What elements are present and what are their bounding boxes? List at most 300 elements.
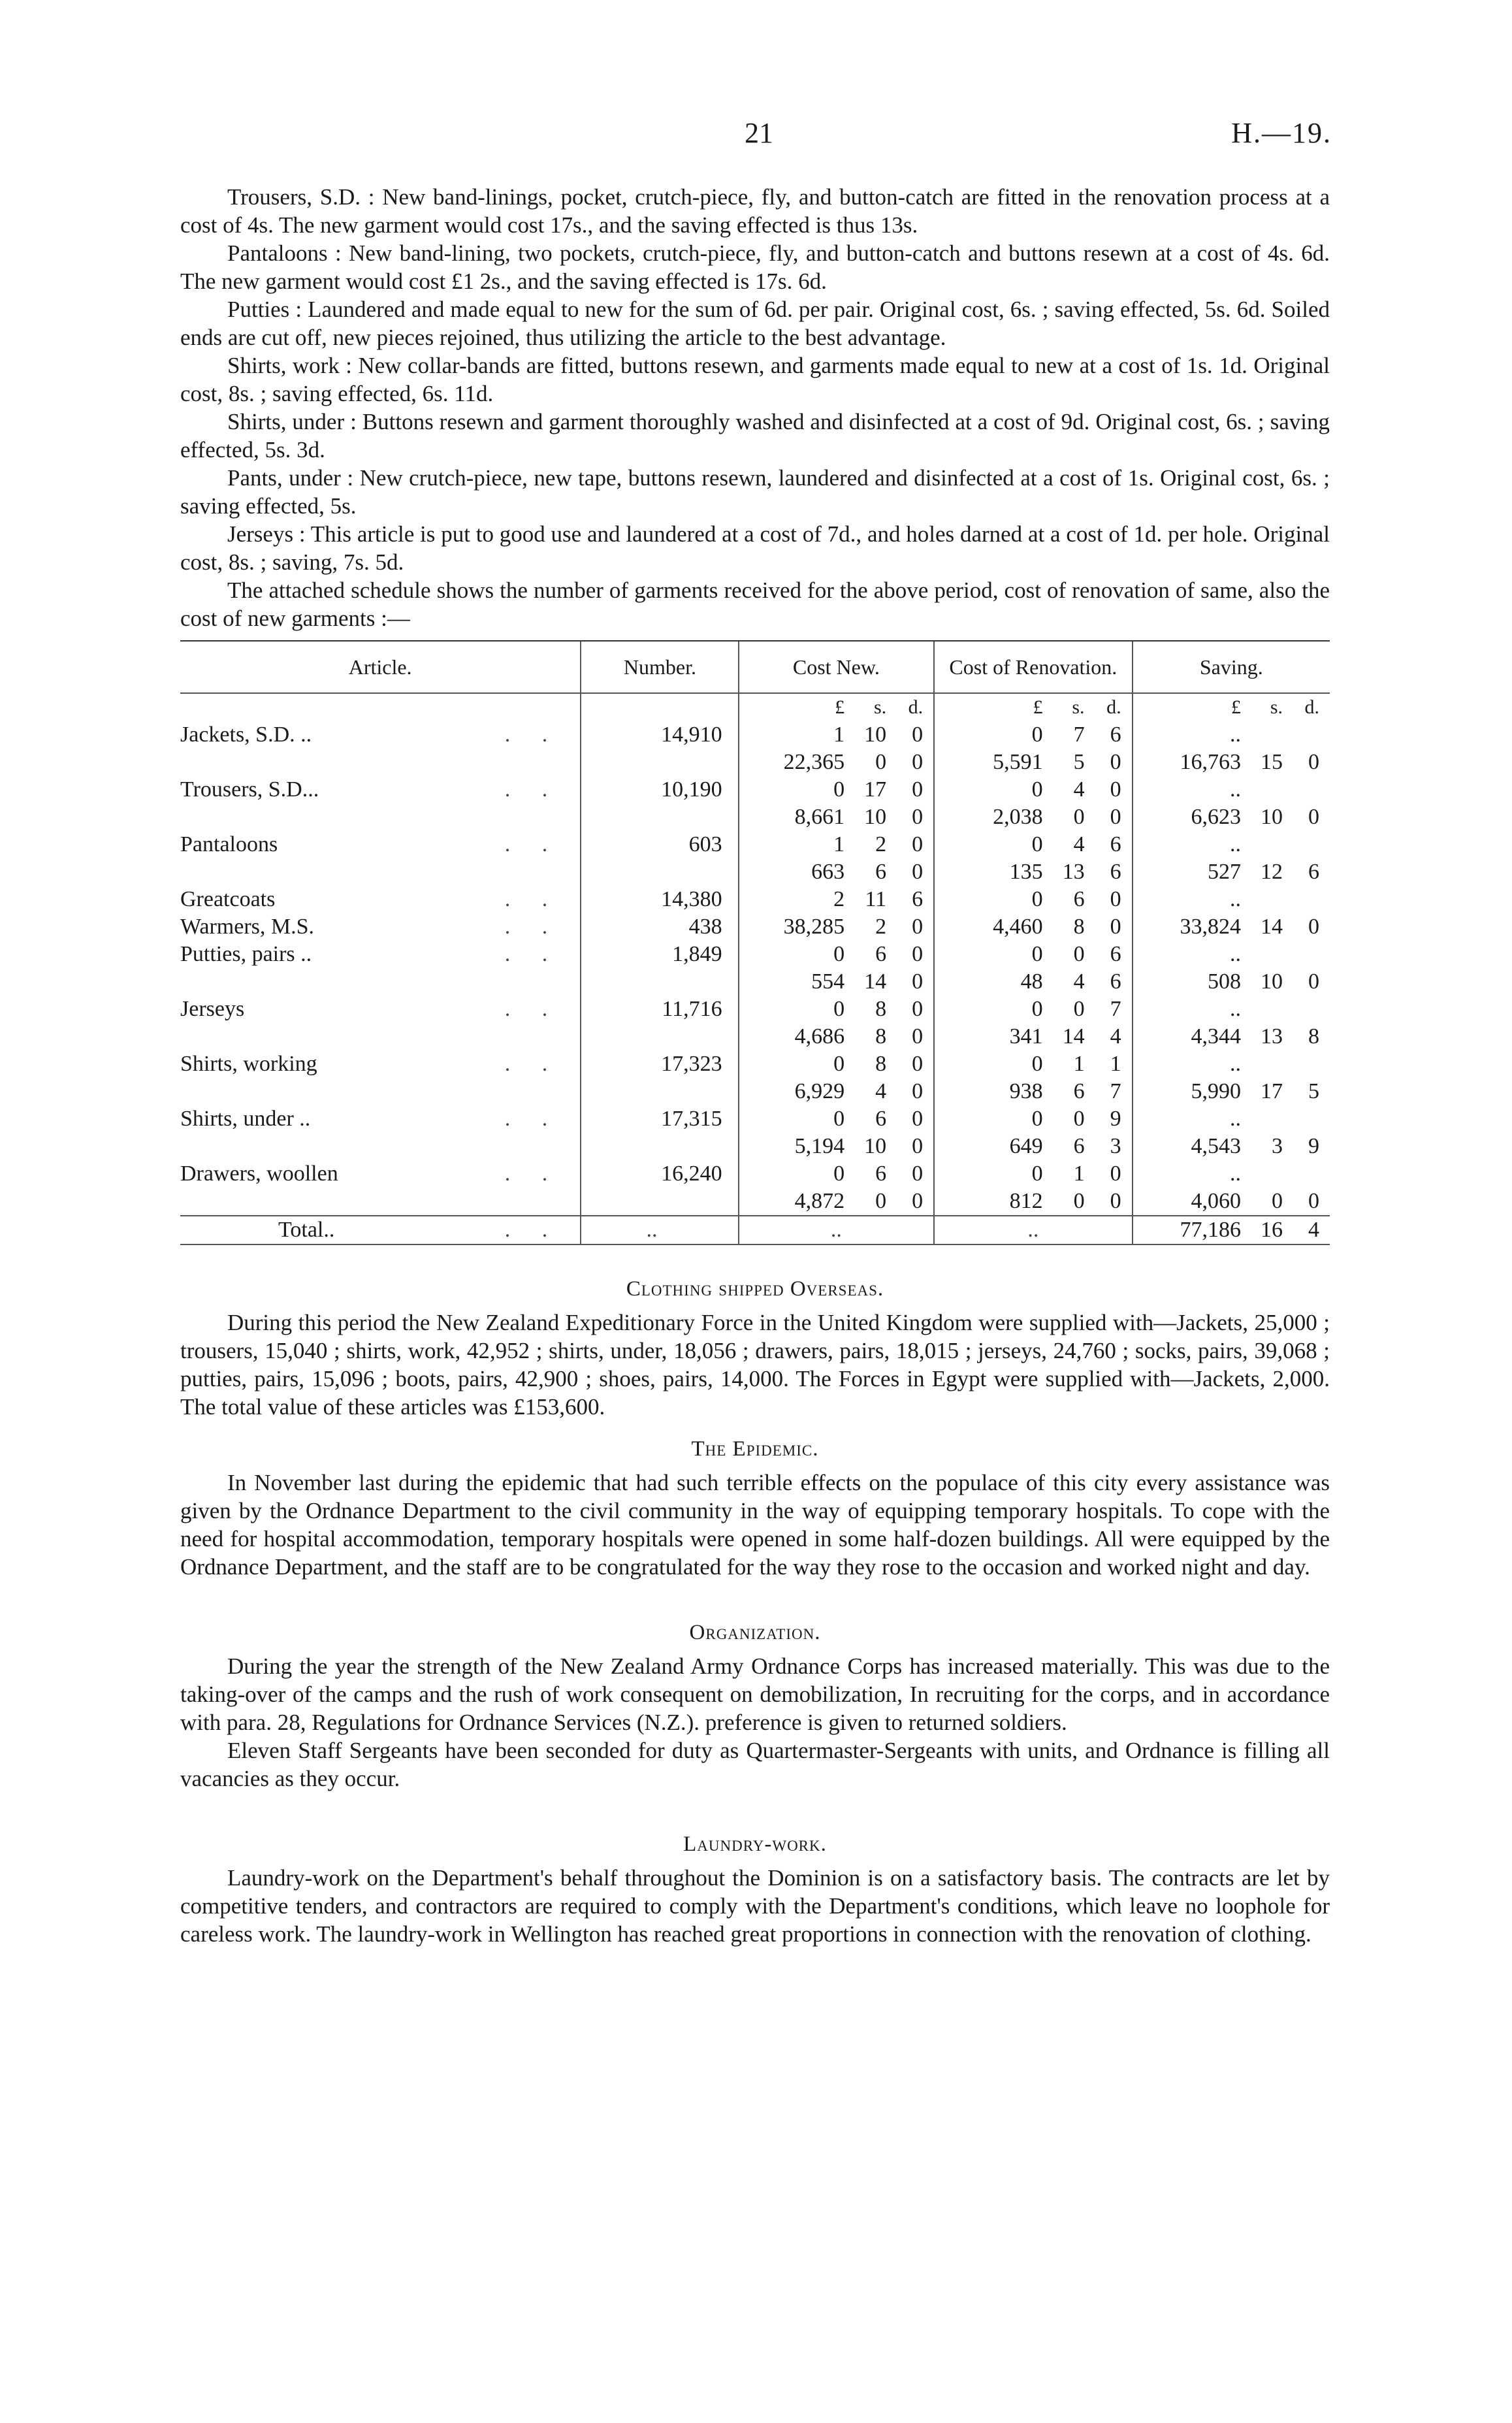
- cell-saving-s: 14: [1261, 915, 1283, 939]
- cell-saving-l: ..: [1230, 1052, 1241, 1076]
- cell-cost-new-value: [739, 858, 934, 886]
- cell-saving-s: [1241, 886, 1283, 913]
- article-name: Pantaloons: [180, 832, 278, 856]
- leader-dots: . .: [504, 942, 561, 966]
- cell-cost-new-d: 0: [912, 777, 924, 802]
- cell-cost-new-d: 0: [912, 1134, 924, 1158]
- cell-cost-renovation-l: 0: [1031, 832, 1043, 856]
- unit-d: d.: [908, 696, 924, 718]
- section-heading: Organization.: [689, 1621, 821, 1644]
- cell-saving-d: [1283, 721, 1319, 749]
- cell-cost-new: [739, 996, 935, 1023]
- cell-cost-renovation-value: [935, 913, 1131, 941]
- table-row: [180, 886, 1330, 913]
- item-lead: Shirts, under :: [227, 409, 357, 434]
- cell-cost-new-l: 1: [833, 723, 845, 747]
- leader-dots: . .: [504, 1052, 561, 1076]
- item-text: New crutch-piece, new tape, buttons resewn, laundered and disinfected at a cost of 1s. Original cost, 6s. ; saving effected, 5s.: [180, 465, 1330, 519]
- units-spacer: [180, 693, 581, 721]
- cell-saving-value: [1133, 1050, 1330, 1078]
- article-name: Putties, pairs ..: [180, 942, 312, 966]
- cell-article: [180, 1188, 581, 1216]
- cell-cost-new-l: 0: [833, 1107, 845, 1131]
- cell-cost-new-d: 0: [912, 1024, 924, 1049]
- cell-saving: [1133, 804, 1330, 831]
- intro-paragraph: [180, 520, 1330, 576]
- section-paragraph: During the year the strength of the New Zealand Army Ordnance Corps has increased materially. This was due to the taking-over of the camps and the rush of work consequent on demobilization, In recruiting for the corps, and in accordance with para. 28, Regulations for Ordnance Services (N.Z.). preference is given to returned soldiers.: [180, 1653, 1330, 1735]
- cell-saving-value: [1133, 886, 1330, 913]
- cell-saving-s: 10: [1261, 969, 1283, 994]
- cell-cost-new-d: 0: [912, 750, 924, 774]
- cell-cost-new-value: [739, 804, 934, 831]
- cell-number: [581, 858, 738, 886]
- cell-cost-renovation-l: 341: [1009, 1024, 1043, 1049]
- cell-number: 17,323: [581, 1050, 738, 1078]
- cell-saving: [1133, 1160, 1330, 1188]
- cell-saving-value: [1133, 721, 1330, 749]
- cell-article: [180, 1023, 581, 1050]
- cell-article: [180, 831, 581, 858]
- cell-cost-renovation-l: 938: [1009, 1079, 1043, 1103]
- header-cost-renovation: Cost of Renovation.: [934, 642, 1132, 693]
- cell-saving-s: 3: [1272, 1134, 1283, 1158]
- cell-cost-renovation-value: [935, 886, 1131, 913]
- cell-cost-renovation-value: [935, 996, 1131, 1023]
- cell-saving-value: [1133, 831, 1330, 858]
- cell-article: [180, 968, 581, 996]
- cell-cost-renovation-d: 0: [1110, 887, 1121, 911]
- leader-dots: . .: [504, 1107, 561, 1131]
- units-spacer: [581, 693, 738, 721]
- cell-saving: [1133, 1078, 1330, 1105]
- leader-dots: . .: [504, 915, 561, 939]
- cell-saving: [1133, 1105, 1330, 1133]
- total-label: Total..: [278, 1218, 335, 1242]
- units-money: [935, 694, 1131, 721]
- intro-paragraph: [180, 408, 1330, 464]
- header-saving: Saving.: [1133, 642, 1330, 693]
- cell-cost-new-value: [739, 886, 934, 913]
- cell-cost-renovation-value: [935, 721, 1131, 749]
- cell-number: 17,315: [581, 1105, 738, 1133]
- cell-saving-d: [1283, 941, 1319, 968]
- cell-cost-renovation-d: 3: [1110, 1134, 1121, 1158]
- cell-saving-s: [1241, 996, 1283, 1023]
- cell-article: [180, 1078, 581, 1105]
- cell-cost-renovation: [934, 1105, 1132, 1133]
- cell-cost-renovation-value: [935, 749, 1131, 776]
- cell-cost-renovation-s: 5: [1073, 750, 1085, 774]
- cell-cost-renovation-value: [935, 1188, 1131, 1215]
- cell-cost-new-value: [739, 941, 934, 968]
- cell-cost-renovation: [934, 831, 1132, 858]
- cell-cost-new-d: 0: [912, 723, 924, 747]
- item-text: Laundered and made equal to new for the sum of 6d. per pair. Original cost, 6s. ; saving effected, 5s. 6d. Soiled ends are cut off, new pieces rejoined, thus utilizing the article to the best advantage.: [180, 297, 1330, 350]
- table-row: [180, 776, 1330, 804]
- item-lead: Pants, under :: [227, 465, 354, 491]
- cell-cost-renovation-value: [935, 831, 1131, 858]
- section-heading: Clothing shipped Overseas.: [626, 1277, 884, 1301]
- cell-saving-s: [1241, 1160, 1283, 1188]
- cell-cost-new-s: 6: [875, 1107, 887, 1131]
- cell-cost-new: [739, 1050, 935, 1078]
- cell-saving-value: [1133, 913, 1330, 941]
- cell-cost-renovation-d: 0: [1110, 750, 1121, 774]
- leader-dots: . .: [504, 887, 561, 911]
- cell-article: [180, 886, 581, 913]
- cell-saving-s: 13: [1261, 1024, 1283, 1049]
- cell-cost-new-l: 0: [833, 942, 845, 966]
- cell-saving-s: 12: [1261, 860, 1283, 884]
- cell-saving: [1133, 1133, 1330, 1160]
- cell-saving: [1133, 858, 1330, 886]
- table-row: [180, 968, 1330, 996]
- cell-number: [581, 804, 738, 831]
- cell-number: [581, 1188, 738, 1216]
- cell-saving: [1133, 831, 1330, 858]
- cell-cost-renovation-s: 0: [1073, 942, 1085, 966]
- cell-cost-renovation: [934, 858, 1132, 886]
- cell-cost-new-s: 17: [864, 777, 887, 802]
- cell-number: [581, 968, 738, 996]
- cell-saving-d: [1283, 831, 1319, 858]
- cell-number: [581, 1023, 738, 1050]
- cell-saving-d: 0: [1308, 969, 1319, 994]
- header-number: Number.: [581, 642, 738, 693]
- cell-saving-value: [1133, 968, 1330, 996]
- table-row: [180, 1188, 1330, 1216]
- cell-cost-new-d: 0: [912, 860, 924, 884]
- cell-cost-new: [739, 968, 935, 996]
- section-paragraph: In November last during the epidemic that had such terrible effects on the populace of this city every assistance was given by the Ordnance Department to the civil community in the way of equipping temporary hospitals. To cope with the need for hospital accommodation, temporary hospitals were opened in some half-dozen buildings. All were equipped by the Ordnance Department, and the staff are to be congratulated for the way they rose to the occasion and worked night and day.: [180, 1470, 1330, 1580]
- cell-cost-new-l: 22,365: [783, 750, 845, 774]
- table-header-row: [180, 642, 1330, 693]
- cell-article: [180, 1105, 581, 1133]
- table-row: [180, 1160, 1330, 1188]
- cell-saving-d: [1283, 1160, 1319, 1188]
- cell-cost-new-value: [739, 1105, 934, 1133]
- cell-cost-new-l: 0: [833, 1052, 845, 1076]
- cell-cost-new-value: [739, 1078, 934, 1105]
- table-row: [180, 1133, 1330, 1160]
- cell-cost-new-d: 0: [912, 942, 924, 966]
- article-wrap: [180, 721, 580, 749]
- cell-cost-new: [739, 1188, 935, 1216]
- cell-saving-l: ..: [1230, 887, 1241, 911]
- table-row: [180, 831, 1330, 858]
- cell-cost-renovation: [934, 776, 1132, 804]
- cell-cost-new: [739, 749, 935, 776]
- cell-cost-renovation-value: [935, 776, 1131, 804]
- table-row: [180, 1105, 1330, 1133]
- cell-saving-d: [1283, 1050, 1319, 1078]
- cell-cost-new-value: [739, 1023, 934, 1050]
- cell-saving-d: [1283, 886, 1319, 913]
- cell-cost-renovation: [934, 1023, 1132, 1050]
- cell-cost-renovation-d: 6: [1110, 860, 1121, 884]
- cell-article: [180, 804, 581, 831]
- table-row: [180, 1078, 1330, 1105]
- cell-cost-new-s: 8: [875, 997, 887, 1021]
- leader-dots: . .: [504, 777, 561, 802]
- cell-saving-d: 6: [1308, 860, 1319, 884]
- cell-cost-renovation-l: 0: [1031, 1162, 1043, 1186]
- article-name: Jerseys: [180, 997, 245, 1021]
- cell-number: [581, 749, 738, 776]
- cell-cost-new-s: 10: [864, 1134, 887, 1158]
- cell-saving-l: ..: [1230, 1107, 1241, 1131]
- cell-article: [180, 1050, 581, 1078]
- cell-saving-l: ..: [1230, 723, 1241, 747]
- units-cell: [934, 693, 1132, 721]
- cell-saving-value: [1133, 1188, 1330, 1215]
- cell-saving-d: 0: [1308, 1189, 1319, 1213]
- leader-dots: . .: [504, 832, 561, 856]
- cell-saving-s: 0: [1272, 1189, 1283, 1213]
- unit-s: s.: [1072, 696, 1085, 718]
- cell-cost-renovation-d: 6: [1110, 832, 1121, 856]
- cell-cost-renovation-d: 7: [1110, 997, 1121, 1021]
- cell-saving-d: [1283, 1105, 1319, 1133]
- cell-saving-s: [1241, 941, 1283, 968]
- cell-cost-renovation-s: 0: [1073, 1107, 1085, 1131]
- cell-number: 603: [581, 831, 738, 858]
- cell-saving-d: 0: [1308, 915, 1319, 939]
- cell-cost-new-value: [739, 1133, 934, 1160]
- cell-cost-renovation-l: 0: [1031, 723, 1043, 747]
- cell-cost-renovation-value: [935, 858, 1131, 886]
- cell-cost-new: [739, 886, 935, 913]
- cell-cost-renovation-l: 0: [1031, 887, 1043, 911]
- cell-cost-new-s: 4: [875, 1079, 887, 1103]
- cell-cost-new-value: [739, 776, 934, 804]
- cell-cost-new: [739, 831, 935, 858]
- total-label-cell: [180, 1216, 581, 1244]
- article-wrap: [180, 941, 580, 968]
- item-text: This article is put to good use and laundered at a cost of 7d., and holes darned at a cost of 1d. per hole. Original cost, 8s. ; saving, 7s. 5d.: [180, 521, 1330, 575]
- cell-cost-renovation: [934, 941, 1132, 968]
- cell-cost-new-s: 8: [875, 1024, 887, 1049]
- unit-d: d.: [1106, 696, 1121, 718]
- cell-cost-new-value: [739, 968, 934, 996]
- cell-saving-value: [1133, 749, 1330, 776]
- cell-saving-d: [1283, 776, 1319, 804]
- cell-cost-new-l: 8,661: [794, 805, 845, 829]
- section-paragraph: Eleven Staff Sergeants have been seconded for duty as Quartermaster-Sergeants with units, and Ordnance is filling all vacancies as they occur.: [180, 1738, 1330, 1791]
- cell-cost-new: [739, 858, 935, 886]
- table-row: [180, 721, 1330, 749]
- article-name: Jackets, S.D. ..: [180, 723, 312, 747]
- cell-saving: [1133, 886, 1330, 913]
- cell-saving-value: [1133, 1023, 1330, 1050]
- cell-saving: [1133, 776, 1330, 804]
- cell-cost-new: [739, 804, 935, 831]
- cell-cost-new-value: [739, 1188, 934, 1215]
- cell-cost-renovation-s: 0: [1073, 997, 1085, 1021]
- cell-article: [180, 996, 581, 1023]
- cell-cost-renovation-s: 6: [1073, 1079, 1085, 1103]
- cell-article: [180, 858, 581, 886]
- total-saving-d: 4: [1308, 1218, 1319, 1242]
- cell-saving: [1133, 749, 1330, 776]
- cell-cost-renovation-d: 0: [1110, 915, 1121, 939]
- cell-cost-new-s: 10: [864, 723, 887, 747]
- cell-saving-l: ..: [1230, 997, 1241, 1021]
- cell-saving-l: 527: [1208, 860, 1241, 884]
- cell-cost-new-s: 8: [875, 1052, 887, 1076]
- cell-number: 16,240: [581, 1160, 738, 1188]
- cell-article: [180, 1133, 581, 1160]
- cell-cost-renovation: [934, 968, 1132, 996]
- article-wrap: [180, 1160, 580, 1188]
- cell-saving-value: [1133, 804, 1330, 831]
- cell-cost-new-d: 0: [912, 969, 924, 994]
- cell-saving-value: [1133, 776, 1330, 804]
- cell-cost-renovation-s: 1: [1073, 1162, 1085, 1186]
- intro-paragraph: [180, 351, 1330, 408]
- table-row: [180, 941, 1330, 968]
- cell-saving: [1133, 1023, 1330, 1050]
- cell-cost-renovation-l: 0: [1031, 1052, 1043, 1076]
- cell-cost-renovation-value: [935, 1160, 1131, 1188]
- cell-saving-s: [1241, 831, 1283, 858]
- section-heading: The Epidemic.: [691, 1437, 819, 1461]
- cell-cost-renovation-d: 6: [1110, 969, 1121, 994]
- cell-cost-new: [739, 776, 935, 804]
- cell-cost-renovation: [934, 721, 1132, 749]
- cell-saving: [1133, 913, 1330, 941]
- cell-saving-s: [1241, 776, 1283, 804]
- intro-paragraphs: [180, 183, 1330, 632]
- cell-cost-renovation-s: 1: [1073, 1052, 1085, 1076]
- table-row: [180, 749, 1330, 776]
- cell-cost-renovation-l: 5,591: [993, 750, 1043, 774]
- cell-saving-s: [1241, 721, 1283, 749]
- cell-cost-renovation-l: 0: [1031, 1107, 1043, 1131]
- cell-saving-l: 508: [1208, 969, 1241, 994]
- cell-cost-new: [739, 1023, 935, 1050]
- cell-cost-renovation: [934, 913, 1132, 941]
- cell-cost-new-l: 0: [833, 1162, 845, 1186]
- cell-cost-renovation-s: 0: [1073, 805, 1085, 829]
- cell-cost-new-s: 0: [875, 1189, 887, 1213]
- cell-cost-renovation-value: [935, 968, 1131, 996]
- cell-cost-renovation-l: 649: [1009, 1134, 1043, 1158]
- article-wrap: [180, 913, 580, 941]
- text-sections: [180, 1275, 1330, 1948]
- article-wrap: [180, 1105, 580, 1133]
- cell-cost-renovation-d: 6: [1110, 723, 1121, 747]
- cell-cost-new-d: 0: [912, 805, 924, 829]
- cell-cost-new: [739, 1133, 935, 1160]
- item-text: New collar-bands are fitted, buttons resewn, and garments made equal to new at a cost of 1s. 1d. Original cost, 8s. ; saving effected, 6s. 11d.: [180, 353, 1330, 406]
- unit-s: s.: [873, 696, 887, 718]
- article-wrap: [180, 831, 580, 858]
- cell-saving-d: 0: [1308, 750, 1319, 774]
- cell-cost-renovation-value: [935, 941, 1131, 968]
- article-name: Drawers, woollen: [180, 1162, 338, 1186]
- cell-cost-new-l: 1: [833, 832, 845, 856]
- cell-cost-new: [739, 1078, 935, 1105]
- cell-cost-new-s: 11: [865, 887, 887, 911]
- intro-paragraph: [180, 576, 1330, 632]
- section-paragraph: Laundry-work on the Department's behalf throughout the Dominion is on a satisfactory basis. The contracts are let by competitive tenders, and contractors are required to comply with the Department's conditions, which leave no loophole for careless work. The laundry-work in Wellington has reached great proportions in connection with the renovation of clothing.: [180, 1865, 1330, 1947]
- total-saving-value: [1133, 1216, 1330, 1244]
- cell-saving-l: 16,763: [1180, 750, 1241, 774]
- leader-dots: . .: [504, 1218, 561, 1242]
- cell-saving: [1133, 1188, 1330, 1216]
- cell-cost-new-d: 0: [912, 997, 924, 1021]
- cell-article: [180, 721, 581, 749]
- cell-cost-new-s: 0: [875, 750, 887, 774]
- cell-cost-new-l: 0: [833, 777, 845, 802]
- cell-number: 10,190: [581, 776, 738, 804]
- cell-cost-renovation-s: 6: [1073, 1134, 1085, 1158]
- cell-cost-renovation-s: 4: [1073, 832, 1085, 856]
- intro-paragraph: [180, 183, 1330, 239]
- leader-dots: . .: [504, 997, 561, 1021]
- item-lead: Shirts, work :: [227, 353, 353, 378]
- cell-cost-renovation-d: 7: [1110, 1079, 1121, 1103]
- cell-cost-new-l: 554: [811, 969, 845, 994]
- cell-number: 1,849: [581, 941, 738, 968]
- cell-saving-s: [1241, 1105, 1283, 1133]
- cell-number: [581, 1078, 738, 1105]
- cell-cost-renovation-l: 0: [1031, 777, 1043, 802]
- cell-cost-new-l: 663: [811, 860, 845, 884]
- intro-paragraph: [180, 239, 1330, 295]
- table-row: [180, 1050, 1330, 1078]
- cell-saving-d: 5: [1308, 1079, 1319, 1103]
- cell-cost-renovation: [934, 804, 1132, 831]
- article-name: Greatcoats: [180, 887, 276, 911]
- cell-saving: [1133, 1050, 1330, 1078]
- cell-article: [180, 1160, 581, 1188]
- cell-article: [180, 776, 581, 804]
- units-row: [180, 693, 1330, 721]
- cell-saving: [1133, 721, 1330, 749]
- table-row: [180, 996, 1330, 1023]
- cell-cost-renovation: [934, 749, 1132, 776]
- cell-cost-renovation-value: [935, 1023, 1131, 1050]
- cell-cost-new-d: 0: [912, 1189, 924, 1213]
- cell-cost-new-value: [739, 913, 934, 941]
- cell-saving-s: 17: [1261, 1079, 1283, 1103]
- cell-cost-renovation-l: 48: [1020, 969, 1043, 994]
- unit-l: £: [1033, 696, 1043, 718]
- cell-saving: [1133, 941, 1330, 968]
- cell-cost-new-d: 0: [912, 915, 924, 939]
- cell-saving-s: 15: [1261, 750, 1283, 774]
- cell-saving-value: [1133, 996, 1330, 1023]
- cell-saving-l: 5,990: [1191, 1079, 1241, 1103]
- cell-cost-renovation-l: 0: [1031, 997, 1043, 1021]
- cell-article: [180, 749, 581, 776]
- intro-paragraph: [180, 295, 1330, 351]
- page-content: [180, 183, 1330, 1948]
- cell-cost-new: [739, 1105, 935, 1133]
- cell-saving-s: 10: [1261, 805, 1283, 829]
- article-wrap: [180, 776, 580, 804]
- section-paragraph: During this period the New Zealand Expeditionary Force in the United Kingdom were supplied with—Jackets, 25,000 ; trousers, 15,040 ; shirts, work, 42,952 ; shirts, under, 18,056 ; drawers, pairs, 18,015 ; jerseys, 24,760 ; socks, pairs, 39,068 ; putties, pairs, 15,096 ; boots, pairs, 42,900 ; shoes, pairs, 14,000. The Forces in Egypt were supplied with—Jackets, 2,000. The total value of these articles was £153,600.: [180, 1310, 1330, 1420]
- leader-dots: . .: [504, 1162, 561, 1186]
- total-cost-new: ..: [739, 1216, 935, 1244]
- cell-cost-renovation-s: 0: [1073, 1189, 1085, 1213]
- cell-cost-renovation-d: 4: [1110, 1024, 1121, 1049]
- cell-cost-renovation-l: 2,038: [993, 805, 1043, 829]
- cell-cost-renovation-l: 812: [1009, 1189, 1043, 1213]
- cell-cost-new-value: [739, 721, 934, 749]
